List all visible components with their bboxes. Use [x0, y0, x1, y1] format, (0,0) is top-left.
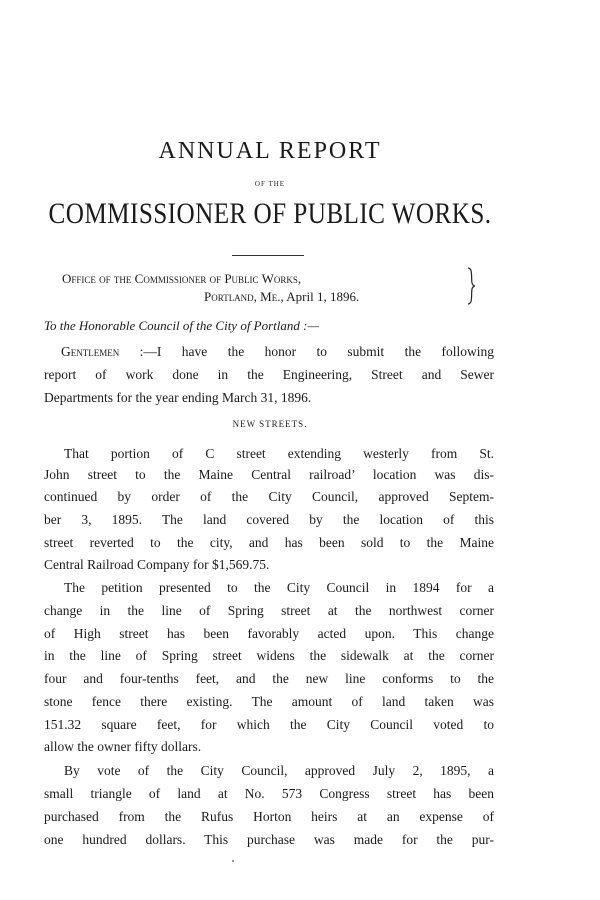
- intro-line-1: [44, 342, 494, 361]
- body-line: street reverted to the city, and has been sold to the Maine: [44, 535, 494, 550]
- intro-line-2: report of work done in the Engineering, Street and Sewer: [44, 367, 494, 382]
- body-line: ber 3, 1895. The land covered by the location of this: [44, 512, 494, 527]
- body-line: one hundred dollars. This purchase was made for the pur-: [44, 832, 494, 847]
- body-line: small triangle of land at No. 573 Congress street has been: [44, 786, 494, 801]
- intro-line-1-rest: —I have the honor to submit the following: [143, 344, 494, 359]
- office-date: April 1, 1896.: [283, 289, 360, 304]
- body-line: continued by order of the City Council, approved Septem-: [44, 489, 494, 504]
- body-line: By vote of the City Council, approved July 2, 1895, a: [64, 763, 494, 778]
- body-line: of High street has been favorably acted upon. This change: [44, 626, 494, 641]
- body-line: 151.32 square feet, for which the City Council voted to: [44, 717, 494, 732]
- body-line: stone fence there existing. The amount of land taken was: [44, 694, 494, 709]
- body-line: change in the line of Spring street at the northwest corner: [44, 603, 494, 618]
- section-heading: NEW STREETS.: [232, 419, 308, 429]
- report-title: ANNUAL REPORT: [158, 138, 382, 164]
- office-city: Portland, Me.,: [204, 289, 284, 304]
- report-subtitle: COMMISSIONER OF PUBLIC WORKS.: [48, 197, 492, 230]
- body-line: purchased from the Rufus Horton heirs at an expense of: [44, 809, 494, 824]
- body-line: in the line of Spring street widens the sidewalk at the corner: [44, 648, 494, 663]
- salutation: To the Honorable Council of the City of Portland :—: [44, 318, 320, 333]
- body-line: Central Railroad Company for $1,569.75.: [44, 557, 270, 572]
- body-line: John street to the Maine Central railroad’ location was dis-: [44, 467, 494, 482]
- intro-line-3: Departments for the year ending March 31, 1896.: [44, 390, 312, 405]
- office-line-2: [204, 289, 359, 305]
- gentlemen-word: Gentlemen :: [61, 344, 144, 359]
- body-line: four and four-tenths feet, and the new line conforms to the: [44, 671, 494, 686]
- print-speck: [232, 860, 234, 862]
- title-divider: [232, 255, 304, 256]
- body-line: allow the owner fifty dollars.: [44, 739, 202, 754]
- body-line: That portion of C street extending westerly from St.: [64, 446, 494, 461]
- office-line-1: Office of the Commissioner of Public Works,: [62, 271, 302, 286]
- title-connector: OF THE: [254, 180, 286, 188]
- brace-icon: [466, 266, 476, 306]
- body-line: The petition presented to the City Council in 1894 for a: [64, 580, 494, 595]
